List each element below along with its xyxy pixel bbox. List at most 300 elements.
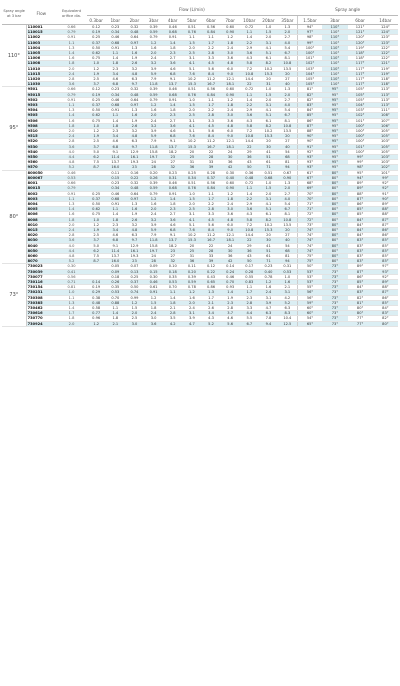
nozzle-model-cell: 9550 [26, 155, 56, 160]
flow-value-cell: 31 [259, 82, 278, 87]
flow-value-cell: 0.55 [240, 274, 259, 279]
flow-value-cell: 1.4 [106, 311, 125, 316]
flow-value-cell: 1.5 [144, 300, 163, 305]
flow-value-cell: 1.2 [144, 103, 163, 108]
flow-value-cell: 39 [201, 259, 220, 264]
spray-angle-cell: 117° [348, 71, 373, 76]
nozzle-flow-cell: 2.8 [56, 139, 86, 144]
flow-value-cell: 2.7 [163, 56, 182, 61]
flow-value-cell: 3.9 [144, 66, 163, 71]
flow-value-cell: 19.3 [125, 160, 144, 165]
spray-angle-cell: 89° [348, 264, 373, 269]
spray-angle-cell: 95° [322, 134, 347, 139]
flow-value-cell: 1.9 [221, 295, 240, 300]
nozzle-model-cell: 11006 [26, 56, 56, 61]
flow-value-cell: 8.1 [278, 56, 297, 61]
flow-value-cell: 0.59 [182, 279, 201, 284]
flow-value-cell: 0.56 [201, 181, 220, 186]
flow-value-cell: 0.65 [201, 279, 220, 284]
spray-angle-cell: 60° [297, 305, 322, 310]
flow-value-cell: 5.6 [201, 66, 220, 71]
flow-value-cell: 4.5 [201, 61, 220, 66]
flow-value-cell: 0.40 [221, 175, 240, 180]
spray-angle-cell: 95° [322, 144, 347, 149]
spray-angle-header: Spray angle [297, 3, 398, 16]
spray-angle-cell: 122° [373, 56, 398, 61]
flow-value-cell: 3.6 [240, 113, 259, 118]
spray-angle-cell: 94° [348, 175, 373, 180]
flow-value-cell: 1.6 [125, 207, 144, 212]
flow-value-cell: 7.2 [240, 66, 259, 71]
spray-angle-cell: 101° [348, 118, 373, 123]
flow-value-cell: 0.43 [201, 274, 220, 279]
spray-angle-cell: 117° [348, 82, 373, 87]
flow-value-cell: 4.8 [221, 61, 240, 66]
orifice-diameter-cell: 1.2 [87, 66, 106, 71]
nozzle-flow-cell: 2.0 [56, 129, 86, 134]
flow-value-cell: 8.4 [201, 227, 220, 232]
orifice-diameter-cell: 0.19 [87, 92, 106, 97]
flow-value-cell: 2.7 [278, 191, 297, 196]
flow-value-cell: 2.3 [163, 51, 182, 56]
spray-angle-cell: 89° [348, 186, 373, 191]
flow-value-cell: 5.1 [182, 222, 201, 227]
spray-angle-cell: 82° [373, 316, 398, 321]
flow-value-cell: 0.48 [240, 175, 259, 180]
flow-value-cell: 4.6 [163, 222, 182, 227]
spray-angle-cell: 121° [348, 25, 373, 30]
nozzle-model-cell: 9515 [26, 134, 56, 139]
nozzle-flow-cell: 0.66 [56, 181, 86, 186]
flow-value-cell: 24 [144, 253, 163, 258]
flow-value-cell: 1.1 [201, 35, 220, 40]
flow-value-cell: 0.13 [125, 269, 144, 274]
flow-value-cell: 2.2 [201, 45, 220, 50]
flow-value-cell: 3.1 [182, 212, 201, 217]
flow-value-cell: 0.18 [106, 274, 125, 279]
flow-value-cell: 0.09 [106, 269, 125, 274]
nozzle-flow-cell: 1.1 [56, 295, 86, 300]
flow-value-cell: 9.1 [163, 139, 182, 144]
nozzle-flow-cell: 0.79 [56, 92, 86, 97]
nozzle-model-cell: 9530 [26, 144, 56, 149]
flow-value-cell: 0.25 [125, 274, 144, 279]
flow-value-cell: 12.5 [278, 321, 297, 326]
flow-value-cell: 27 [163, 160, 182, 165]
flow-value-cell: 3.6 [221, 212, 240, 217]
orifice-diameter-cell: 0.62 [87, 113, 106, 118]
flow-value-cell: 0.10 [163, 264, 182, 269]
flow-value-cell: 22 [201, 149, 220, 154]
flow-value-cell: 29 [240, 149, 259, 154]
flow-value-cell: 0.56 [201, 25, 220, 30]
flow-value-cell: 2.4 [144, 212, 163, 217]
flow-value-cell: 2.8 [201, 207, 220, 212]
flow-value-cell: 1.1 [106, 51, 125, 56]
angle-pressure-header: 14bar [373, 16, 398, 25]
flow-value-cell: 1.3 [125, 45, 144, 50]
flow-value-cell: 0.30 [144, 274, 163, 279]
spray-angle-cell: 53° [297, 269, 322, 274]
flow-value-cell: 39 [201, 165, 220, 170]
flow-value-cell: 2.3 [106, 222, 125, 227]
flow-value-cell: 5.1 [259, 51, 278, 56]
nozzle-model-cell: 9501 [26, 87, 56, 92]
spray-angle-cell: 93° [297, 160, 322, 165]
orifice-diameter-cell: 0.62 [87, 207, 106, 212]
spray-angle-cell: 80° [322, 196, 347, 201]
flow-value-cell: 22 [201, 243, 220, 248]
flow-value-cell: 1.4 [163, 40, 182, 45]
flow-value-cell: 42 [221, 165, 240, 170]
spray-angle-cell: 80° [322, 243, 347, 248]
spray-angle-cell: 73° [322, 311, 347, 316]
nozzle-model-cell: 730231 [26, 290, 56, 295]
flow-value-cell: 0.97 [125, 40, 144, 45]
spray-angle-cell: 80° [322, 248, 347, 253]
flow-value-cell: 0.46 [144, 279, 163, 284]
spray-angle-cell: 88° [373, 212, 398, 217]
spray-angle-cell: 110° [322, 51, 347, 56]
spray-angle-cell: 105° [373, 129, 398, 134]
spray-angle-cell: 75° [297, 253, 322, 258]
nozzle-flow-cell: 2.8 [56, 233, 86, 238]
flow-value-cell: 40 [278, 82, 297, 87]
flow-value-cell: 0.28 [240, 269, 259, 274]
nozzle-model-cell: 730077 [26, 274, 56, 279]
nozzle-flow-cell: 0.53 [56, 175, 86, 180]
flow-value-cell: 0.14 [221, 264, 240, 269]
spray-angle-cell: 80° [322, 217, 347, 222]
spray-angle-cell: 85° [373, 248, 398, 253]
orifice-diameter-cell: 7.5 [87, 253, 106, 258]
flow-value-cell: 94 [278, 259, 297, 264]
flow-value-cell: 1.6 [144, 201, 163, 206]
spray-angle-cell: 83° [348, 238, 373, 243]
flow-value-cell: 0.46 [221, 274, 240, 279]
nozzle-flow-cell: 2.0 [56, 66, 86, 71]
flow-value-cell: 0.76 [182, 186, 201, 191]
spray-angle-cell: 73° [322, 295, 347, 300]
flow-value-cell: 5.6 [201, 129, 220, 134]
spray-angle-cell: 100° [297, 51, 322, 56]
flow-value-cell: 1.5 [182, 40, 201, 45]
nozzle-model-cell: 8003 [26, 196, 56, 201]
spray-angle-cell: 88° [373, 207, 398, 212]
flow-value-cell: 2.0 [259, 35, 278, 40]
flow-value-cell: 5.1 [182, 66, 201, 71]
nozzle-model-cell: 8005 [26, 207, 56, 212]
flow-value-cell: 10.2 [182, 233, 201, 238]
flow-value-cell: 9.1 [106, 149, 125, 154]
nozzle-flow-cell: 5.2 [56, 259, 86, 264]
flow-value-cell: 2.0 [278, 92, 297, 97]
flow-value-cell: 5.8 [240, 217, 259, 222]
spray-angle-cell: 103° [348, 108, 373, 113]
nozzle-model-cell: 8060 [26, 253, 56, 258]
flow-value-cell: 1.9 [125, 212, 144, 217]
spray-angle-cell: 118° [373, 77, 398, 82]
flow-value-cell: 3.1 [182, 118, 201, 123]
flow-value-cell: 4.8 [125, 71, 144, 76]
flow-value-cell: 4.3 [201, 316, 220, 321]
flow-value-cell: 2.3 [163, 113, 182, 118]
spray-angle-cell: 86° [297, 118, 322, 123]
flow-lmin-header: Flow (L/min) [87, 3, 298, 16]
spray-angle-cell: 99° [348, 160, 373, 165]
flow-value-cell: 2.0 [182, 201, 201, 206]
flow-value-cell: 32 [163, 259, 182, 264]
orifice-diameter-cell: 6.2 [87, 248, 106, 253]
nozzle-flow-cell: 1.3 [56, 45, 86, 50]
flow-value-cell: 3.4 [106, 71, 125, 76]
flow-value-cell: 40 [278, 238, 297, 243]
flow-value-cell: 0.72 [240, 25, 259, 30]
flow-value-cell: 3.0 [221, 113, 240, 118]
flow-value-cell: 25 [182, 155, 201, 160]
flow-value-cell: 1.2 [221, 191, 240, 196]
flow-value-cell: 1.4 [163, 196, 182, 201]
flow-value-cell: 4.0 [278, 103, 297, 108]
flow-value-cell: 0.76 [182, 92, 201, 97]
flow-value-cell: 1.3 [125, 108, 144, 113]
flow-value-cell: 11.2 [201, 139, 220, 144]
spray-angle-cell: 92° [373, 181, 398, 186]
flow-value-cell: 1.4 [240, 191, 259, 196]
orifice-diameter-cell: 0.96 [87, 316, 106, 321]
flow-value-cell: 3.1 [259, 196, 278, 201]
flow-value-cell: 1.4 [163, 295, 182, 300]
flow-value-cell: 10.2 [182, 139, 201, 144]
spray-angle-cell: 85° [348, 279, 373, 284]
spray-angle-cell: 71° [297, 201, 322, 206]
spray-angle-cell: 97° [373, 264, 398, 269]
flow-value-cell: 22 [240, 82, 259, 87]
flow-value-cell: 0.60 [221, 181, 240, 186]
spray-angle-cell: 80° [348, 305, 373, 310]
flow-value-cell: 0.59 [144, 30, 163, 35]
flow-value-cell: 0.20 [144, 170, 163, 175]
flow-value-cell: 1.3 [278, 87, 297, 92]
flow-value-cell: 1.7 [201, 295, 220, 300]
flow-value-cell: 3.7 [221, 311, 240, 316]
flow-value-cell: 11.4 [106, 155, 125, 160]
flow-value-cell: 2.1 [201, 300, 220, 305]
flow-value-cell: 1.0 [259, 87, 278, 92]
flow-value-cell: 4.6 [106, 139, 125, 144]
nozzle-model-cell: 730116 [26, 279, 56, 284]
nozzle-flow-cell: 0.41 [56, 269, 86, 274]
pressure-header: 1bar [106, 16, 125, 25]
flow-value-cell: 0.12 [201, 264, 220, 269]
orifice-diameter-cell: 0.12 [87, 25, 106, 30]
spray-angle-cell: 80° [322, 259, 347, 264]
flow-value-cell: 4.8 [125, 134, 144, 139]
spray-angle-cell: 110° [322, 66, 347, 71]
flow-value-cell: 12.1 [221, 77, 240, 82]
flow-value-cell: 4.8 [221, 217, 240, 222]
spray-angle-cell: 110° [322, 71, 347, 76]
nozzle-flow-cell: 0.81 [56, 285, 86, 290]
flow-value-cell: 20 [278, 134, 297, 139]
flow-value-cell: 3.9 [144, 129, 163, 134]
orifice-diameter-cell: 8.7 [87, 165, 106, 170]
flow-value-cell: 15.3 [259, 71, 278, 76]
orifice-diameter-cell: 0.37 [87, 103, 106, 108]
nozzle-flow-cell: 1.8 [56, 217, 86, 222]
nozzle-flow-cell: 3.6 [56, 238, 86, 243]
flow-value-cell: 6.7 [240, 321, 259, 326]
spray-angle-cell: 73° [322, 279, 347, 284]
flow-value-cell: 0.15 [144, 269, 163, 274]
flow-value-cell: 12.1 [221, 233, 240, 238]
spray-angle-cell: 97° [297, 30, 322, 35]
nozzle-flow-cell: 4.0 [56, 243, 86, 248]
spray-angle-cell: 82° [297, 97, 322, 102]
flow-value-cell: 0.99 [125, 295, 144, 300]
flow-value-cell: 2.1 [106, 321, 125, 326]
flow-value-cell: 30 [221, 248, 240, 253]
flow-value-cell: 0.35 [106, 285, 125, 290]
flow-value-cell: 5.9 [144, 71, 163, 76]
flow-value-cell: 4.3 [240, 118, 259, 123]
flow-value-cell: 1.1 [201, 97, 220, 102]
spray-angle-cell: 100° [348, 149, 373, 154]
spray-angle-cell: 105° [297, 77, 322, 82]
flow-value-cell: 0.46 [163, 87, 182, 92]
flow-value-cell: 13.5 [278, 129, 297, 134]
flow-value-cell: 2.8 [221, 305, 240, 310]
spray-angle-cell: 95° [322, 139, 347, 144]
flow-value-cell: 0.70 [163, 285, 182, 290]
nozzle-model-cell: 9502 [26, 97, 56, 102]
orifice-diameter-cell: 1.9 [87, 134, 106, 139]
flow-value-cell: 4.5 [201, 123, 220, 128]
pressure-header: 6bar [201, 16, 220, 25]
flow-value-cell: 3.2 [144, 217, 163, 222]
flow-value-cell: 6.7 [278, 113, 297, 118]
flow-value-cell: 50 [240, 165, 259, 170]
flow-value-cell: 0.64 [125, 35, 144, 40]
flow-value-cell: 0.59 [144, 186, 163, 191]
flow-value-cell: 3.6 [240, 51, 259, 56]
flow-value-cell: 13.7 [106, 253, 125, 258]
spray-angle-cell: 87° [373, 217, 398, 222]
nozzle-flow-cell: 2.0 [56, 222, 86, 227]
flow-value-cell: 8.4 [201, 134, 220, 139]
flow-value-cell: 5.4 [278, 108, 297, 113]
flow-value-cell: 0.79 [144, 191, 163, 196]
flow-value-cell: 7.2 [240, 222, 259, 227]
spray-angle-cell: 80° [322, 201, 347, 206]
spray-angle-cell: 86° [348, 201, 373, 206]
nozzle-model-cell: 730462 [26, 305, 56, 310]
spray-angle-cell: 95° [322, 92, 347, 97]
orifice-diameter-cell: 2.5 [87, 233, 106, 238]
spray-angle-cell: 91° [297, 144, 322, 149]
flow-value-cell: 0.39 [144, 181, 163, 186]
flow-value-cell: 0.56 [201, 87, 220, 92]
flow-value-cell: 9.1 [106, 243, 125, 248]
spray-angle-cell: 93° [297, 165, 322, 170]
flow-value-cell: 2.5 [182, 113, 201, 118]
flow-value-cell: 4.1 [259, 45, 278, 50]
spray-angle-cell: 73° [322, 305, 347, 310]
nozzle-flow-cell: 0.56 [56, 274, 86, 279]
orifice-diameter-cell: 0.25 [87, 191, 106, 196]
flow-value-cell: 0.35 [163, 274, 182, 279]
flow-value-cell: 20 [259, 77, 278, 82]
flow-value-cell: 3.1 [259, 40, 278, 45]
flow-value-cell: 2.4 [221, 45, 240, 50]
flow-value-cell: 54 [278, 149, 297, 154]
pressure-header: 4bar [163, 16, 182, 25]
flow-value-cell: 4.1 [259, 108, 278, 113]
flow-value-cell: 1.3 [278, 181, 297, 186]
flow-value-cell: 0.25 [182, 170, 201, 175]
spray-angle-cell: 119° [373, 66, 398, 71]
flow-value-cell: 16.7 [201, 238, 220, 243]
orifice-diameter-cell: 1.0 [87, 61, 106, 66]
spray-angle-cell: 77° [348, 321, 373, 326]
flow-value-cell: 9.7 [125, 238, 144, 243]
spray-angle-cell: 65° [297, 321, 322, 326]
nozzle-model-cell: 8050 [26, 248, 56, 253]
nozzle-model-cell: 11002 [26, 35, 56, 40]
flow-value-cell: 18.2 [163, 149, 182, 154]
flow-value-cell: 0.90 [221, 92, 240, 97]
flow-value-cell: 2.4 [182, 305, 201, 310]
nozzle-model-cell: 8010 [26, 222, 56, 227]
flow-value-cell: 0.72 [240, 87, 259, 92]
flow-value-cell: 0.68 [163, 186, 182, 191]
spray-angle-cell: 105° [373, 144, 398, 149]
flow-value-cell: 6.3 [259, 311, 278, 316]
flow-value-cell: 1.8 [163, 108, 182, 113]
nozzle-flow-cell: 1.8 [56, 61, 86, 66]
nozzle-flow-cell: 1.6 [56, 212, 86, 217]
spray-angle-cell: 101° [348, 144, 373, 149]
flow-value-cell: 10.8 [278, 61, 297, 66]
flow-value-cell: 0.36 [240, 170, 259, 175]
flow-value-cell: 2.9 [240, 45, 259, 50]
nozzle-flow-cell: 3.6 [56, 144, 86, 149]
flow-value-cell: 0.97 [125, 196, 144, 201]
flow-value-cell: 3.4 [201, 311, 220, 316]
flow-value-cell: 0.53 [278, 269, 297, 274]
flow-value-cell: 0.50 [125, 285, 144, 290]
flow-value-cell: 0.59 [144, 92, 163, 97]
flow-value-cell: 0.70 [221, 279, 240, 284]
flow-value-cell: 0.23 [106, 87, 125, 92]
flow-value-cell: 3.4 [106, 134, 125, 139]
flow-value-cell: 20 [278, 71, 297, 76]
spray-angle-cell: 110° [322, 35, 347, 40]
flow-value-cell: 8.2 [259, 123, 278, 128]
nozzle-flow-cell: 0.30 [56, 264, 86, 269]
spray-angle-cell: 108° [373, 113, 398, 118]
spray-angle-cell: 99° [373, 175, 398, 180]
flow-value-cell: 0.39 [182, 274, 201, 279]
flow-value-cell: 5.4 [278, 201, 297, 206]
spray-angle-cell: 85° [373, 300, 398, 305]
flow-value-cell: 2.5 [125, 316, 144, 321]
nozzle-model-cell: 9504 [26, 108, 56, 113]
nozzle-flow-cell: 2.4 [56, 227, 86, 232]
nozzle-model-cell: 8008 [26, 217, 56, 222]
spray-angle-cell: 85° [373, 259, 398, 264]
flow-value-cell: 36 [221, 253, 240, 258]
